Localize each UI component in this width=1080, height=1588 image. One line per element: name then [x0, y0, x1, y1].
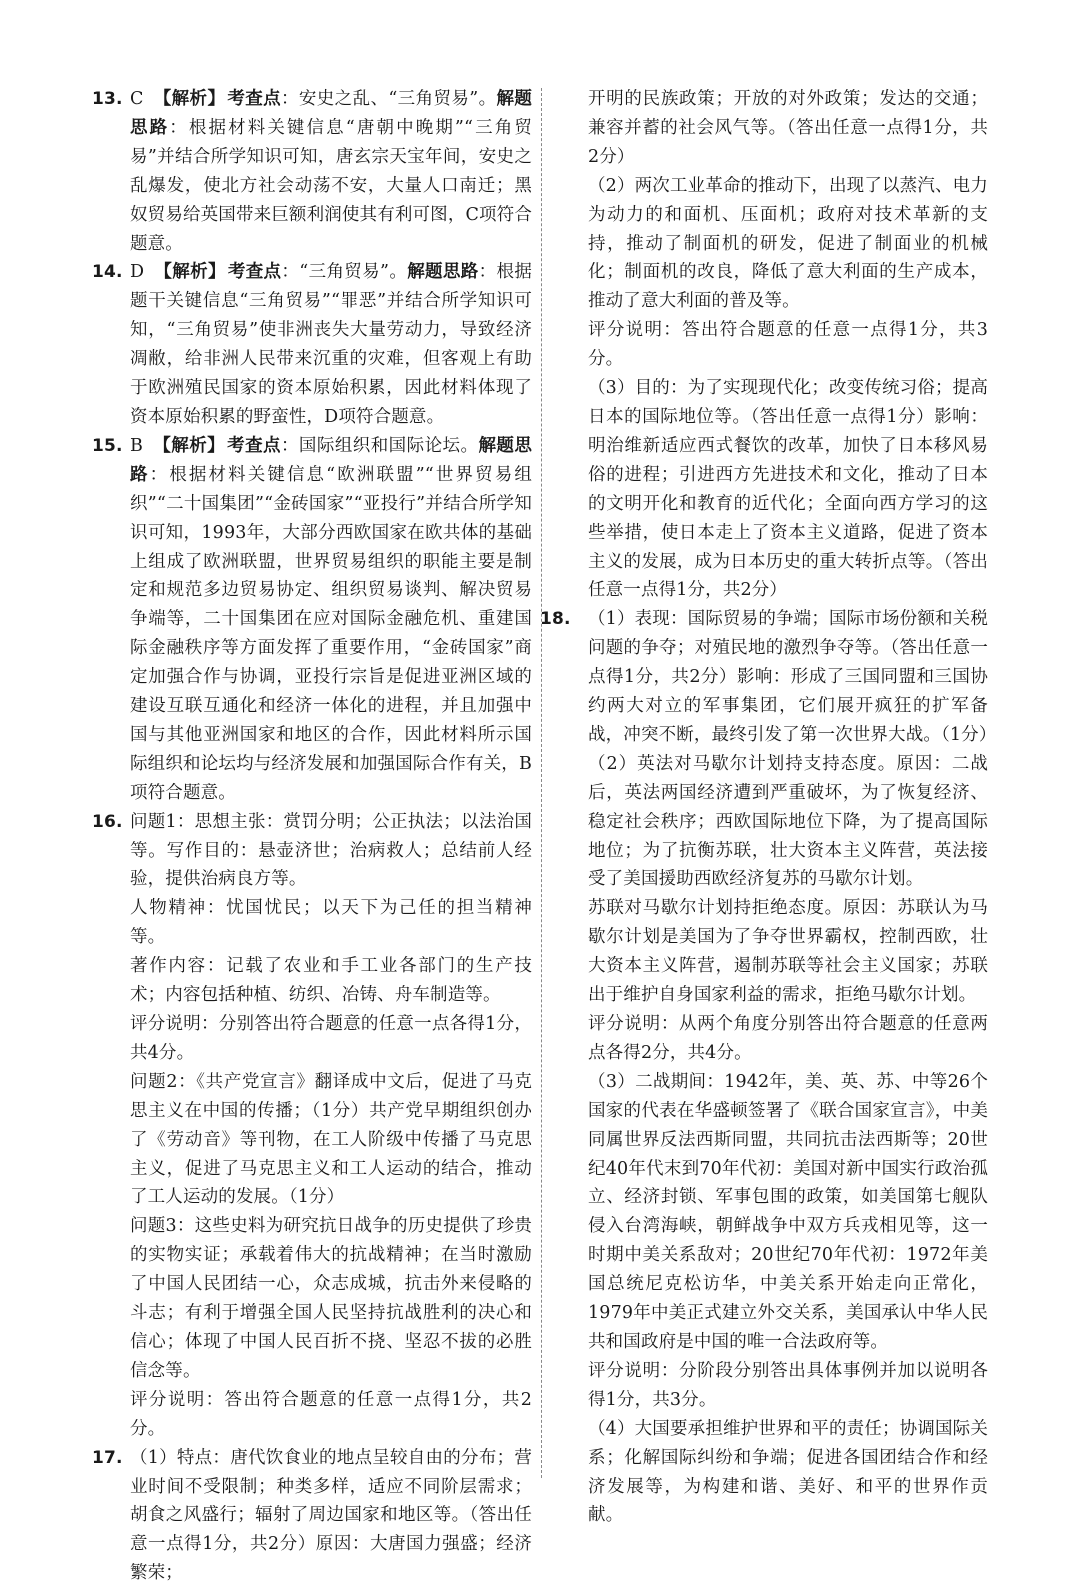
- answer-paragraph: 问题1：思想主张：赏罚分明；公正执法；以法治国等。写作目的：悬壶济世；治病救人；总结前人经验，提供治病良方等。: [130, 811, 532, 890]
- answer-text: [130, 432, 532, 808]
- key-point-label: 考查点: [227, 435, 281, 456]
- answer-paragraph: （3）目的：为了实现现代化；改变传统习俗；提高日本的国际地位等。（答出任意一点得1分）影响：明治维新适应西式餐饮的改革，加快了日本移风易俗的进程；引进西方先进技术和文化，推动了日本的文明开化和教育的近代化；全面向西方学习的这些举措，使日本走上了资本主义道路，促进了资本主义的发展，成为日本历史的重大转折点等。（答出任意一点得1分，共2分）: [588, 378, 988, 601]
- answer-item-16: [92, 808, 532, 1444]
- question-number: 17.: [92, 1447, 123, 1468]
- answer-item-14: [92, 258, 532, 431]
- analysis-tag: 【解析】: [154, 262, 226, 283]
- answer-paragraph: 问题2：《共产党宣言》翻译成中文后，促进了马克思主义在中国的传播；（1分）共产党早期组织创办了《劳动音》等刊物，在工人阶级中传播了马克思主义，促进了马克思主义和工人运动的结合，推动了工人运动的发展。（1分）: [130, 1071, 532, 1208]
- answer-paragraph: （1）表现：国际贸易的争端；国际市场份额和关税问题的争夺；对殖民地的激烈争夺等。（答出任意一点得1分，共2分）影响：形成了三国同盟和三国协约两大对立的军事集团，它们展开疯狂的扩军备战，冲突不断，最终引发了第一次世界大战。（1分）: [588, 609, 997, 745]
- question-number: 16.: [92, 811, 123, 832]
- solution-label: 解题思路: [130, 89, 532, 138]
- key-point-text: ：安史之乱、“三角贸易”。: [281, 89, 497, 109]
- question-number: 15.: [92, 435, 123, 456]
- key-point-label: 考查点: [227, 262, 282, 283]
- answer-paragraph: 问题3：这些史料为研究抗日战争的历史提供了珍贵的实物实证；承载着伟大的抗战精神；在当时激励了中国人民团结一心，众志成城，抗击外来侵略的斗志；有利于增强全国人民坚持抗战胜利的决心和信心；体现了中国人民百折不挠、坚忍不拔的必胜信念等。: [130, 1216, 532, 1381]
- scoring-note: 评分说明：从两个角度分别答出符合题意的任意两点各得2分，共4分。: [588, 1014, 988, 1063]
- analysis-tag: 【解析】: [153, 89, 226, 109]
- scoring-note: 评分说明：分别答出符合题意的任意一点各得1分，共4分。: [130, 1014, 532, 1063]
- answer-paragraph: （1）特点：唐代饮食业的地点呈较自由的分布；营业时间不受限制；种类多样，适应不同阶层需求；胡食之风盛行；辐射了周边国家和地区等。（答出任意一点得1分，共2分）原因：大唐国力强盛；经济繁荣；: [130, 1447, 532, 1584]
- answer-choice: B: [130, 435, 144, 456]
- solution-text: ：根据材料关键信息“欧洲联盟”“世界贸易组织”“二十国集团”“金砖国家”“亚投行”并结合所学知识可知，1993年，大部分西欧国家在欧共体的基础上组成了欧洲联盟，世界贸易组织的职能主要是制定和规范多边贸易协定、组织贸易谈判、解决贸易争端等，二十国集团在应对国际金融危机、重建国际金融秩序等方面发挥了重要作用，“金砖国家”商定加强合作与协调，亚投行宗旨是促进亚洲区域的建设互联互通化和经济一体化的进程，并且加强中国与其他亚洲国家和地区的合作，因此材料所示国际组织和论坛均与经济发展和加强国际合作有关，B项符合题意。: [130, 464, 532, 803]
- question-number: 18.: [540, 609, 571, 630]
- key-point-text: ：国际组织和国际论坛。: [280, 435, 479, 456]
- left-column: [92, 85, 532, 1588]
- answer-text: [130, 85, 532, 258]
- answer-item-17-continued: [564, 85, 988, 605]
- scoring-note: 评分说明：答出符合题意的任意一点得1分，共3分。: [588, 320, 988, 370]
- answer-paragraph: 人物精神：忧国忧民；以天下为己任的担当精神等。: [130, 898, 532, 948]
- answer-item-13: [92, 85, 532, 258]
- answer-paragraph: （4）大国要承担维护世界和平的责任；协调国际关系；化解国际纠纷和争端；促进各国团结合作和经济发展等，为构建和谐、美好、和平的世界作贡献。: [588, 1418, 988, 1526]
- answer-text: [130, 258, 532, 431]
- answer-item-15: [92, 432, 532, 808]
- answer-paragraph: （2）两次工业革命的推动下，出现了以蒸汽、电力为动力的和面机、压面机；政府对技术革新的支持，推动了制面机的研发，促进了制面业的机械化；制面机的改良，降低了意大利面的生产成本，推动了意大利面的普及等。: [588, 175, 988, 312]
- answer-item-17: [92, 1444, 532, 1588]
- answer-paragraph: （3）二战期间：1942年，美、英、苏、中等26个国家的代表在华盛顿签署了《联合国家宣言》，中美同属世界反法西斯同盟，共同抗击法西斯等；20世纪40年代末到70年代初：美国对新中国实行政治孤立、经济封锁、军事包围的政策，如美国第七舰队侵入台湾海峡，朝鲜战争中双方兵戎相见等，这一时期中美关系敌对；20世纪70年代初：1972年美国总统尼克松访华，中美关系开始走向正常化，1979年中美正式建立外交关系，美国承认中华人民共和国政府是中国的唯一合法政府等。: [588, 1071, 988, 1352]
- column-divider: [541, 88, 542, 1478]
- answer-paragraph: 苏联对马歇尔计划持拒绝态度。原因：苏联认为马歇尔计划是美国为了争夺世界霸权，控制西欧，壮大资本主义阵营，遏制苏联等社会主义国家；苏联出于维护自身国家利益的需求，拒绝马歇尔计划。: [588, 898, 988, 1006]
- solution-label: 解题思路: [407, 262, 479, 283]
- answer-item-18: [540, 605, 997, 1530]
- answer-choice: C: [130, 89, 144, 109]
- scoring-note: 评分说明：分阶段分别答出具体事例并加以说明各得1分，共3分。: [588, 1360, 988, 1410]
- key-point-label: 考查点: [227, 89, 282, 109]
- question-number: 13.: [92, 89, 123, 109]
- scoring-note: 评分说明：答出符合题意的任意一点得1分，共2分。: [130, 1389, 532, 1439]
- solution-text: ：根据题干关键信息“三角贸易”“罪恶”并结合所学知识可知，“三角贸易”使非洲丧失大量劳动力，导致经济凋敝，给非洲人民带来沉重的灾难，但客观上有助于欧洲殖民国家的资本原始积累，因此材料体现了资本原始积累的野蛮性，D项符合题意。: [130, 262, 532, 427]
- right-column: [540, 85, 997, 1530]
- answer-paragraph: 开明的民族政策；开放的对外政策；发达的交通；兼容并蓄的社会风气等。（答出任意一点得1分，共2分）: [588, 89, 988, 167]
- key-point-text: ：“三角贸易”。: [281, 262, 408, 283]
- analysis-tag: 【解析】: [153, 435, 226, 456]
- question-number: 14.: [92, 262, 123, 283]
- solution-text: ：根据材料关键信息“唐朝中晚期”“三角贸易”并结合所学知识可知，唐玄宗天宝年间，安史之乱爆发，使北方社会动荡不安，大量人口南迁；黑奴贸易给英国带来巨额利润使其有利可图，C项符合题意。: [130, 117, 532, 254]
- answer-paragraph: （2）英法对马歇尔计划持支持态度。原因：二战后，英法两国经济遭到严重破坏，为了恢复经济、稳定社会秩序；西欧国际地位下降，为了提高国际地位；为了抗衡苏联，壮大资本主义阵营，英法接受了美国援助西欧经济复苏的马歇尔计划。: [588, 753, 988, 890]
- answer-paragraph: 著作内容：记载了农业和手工业各部门的生产技术；内容包括种植、纺织、冶铸、舟车制造等。: [130, 956, 532, 1006]
- solution-label: 解题思路: [130, 435, 533, 485]
- answer-choice: D: [130, 262, 145, 283]
